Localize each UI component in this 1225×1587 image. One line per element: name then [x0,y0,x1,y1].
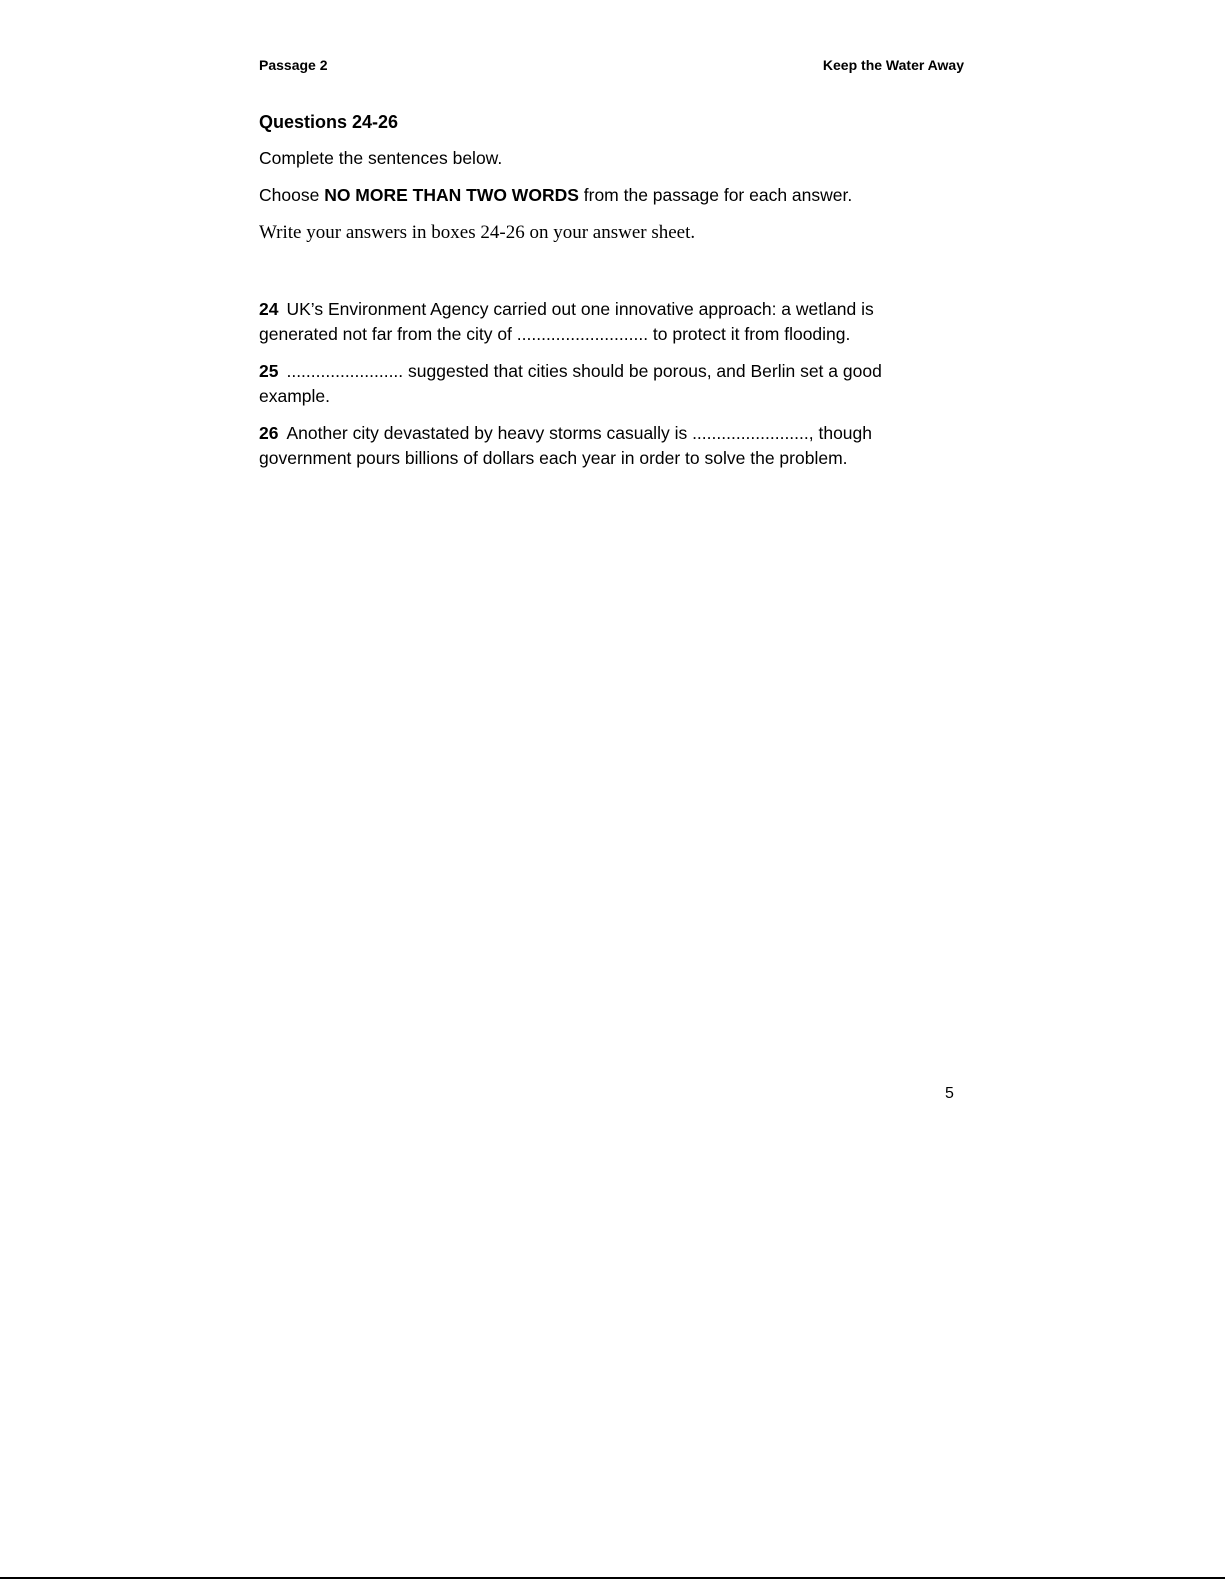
instruction-word-limit [259,185,852,206]
question-text: ........................ suggested that cities should be porous, and Berlin set a good example. [259,361,882,406]
question-number: 25 [259,361,279,381]
question-number: 26 [259,423,279,443]
question-number: 24 [259,299,279,319]
question-item-24 [259,297,909,347]
instruction-complete: Complete the sentences below. [259,148,503,168]
header-passage-title: Keep the Water Away [822,57,964,73]
page-bottom-edge [0,1577,1225,1587]
instruction-word-limit-prefix: Choose [259,185,325,205]
questions-heading: Questions 24-26 [259,112,399,132]
instruction-word-limit-emphasis: NO MORE THAN TWO WORDS [324,185,579,205]
header-passage-label: Passage 2 [259,57,328,73]
question-item-26 [259,421,909,471]
instruction-answer-sheet: Write your answers in boxes 24-26 on your answer sheet. [259,222,696,243]
page-number: 5 [945,1085,954,1102]
question-text: UK’s Environment Agency carried out one innovative approach: a wetland is generated not far from the city of ........................... to protect it from flooding. [259,299,874,344]
question-text: Another city devastated by heavy storms casually is ........................, though government pours billions of dollars each year in order to solve the problem. [259,423,873,468]
question-item-25 [259,359,909,409]
instruction-word-limit-suffix: from the passage for each answer. [578,185,853,205]
